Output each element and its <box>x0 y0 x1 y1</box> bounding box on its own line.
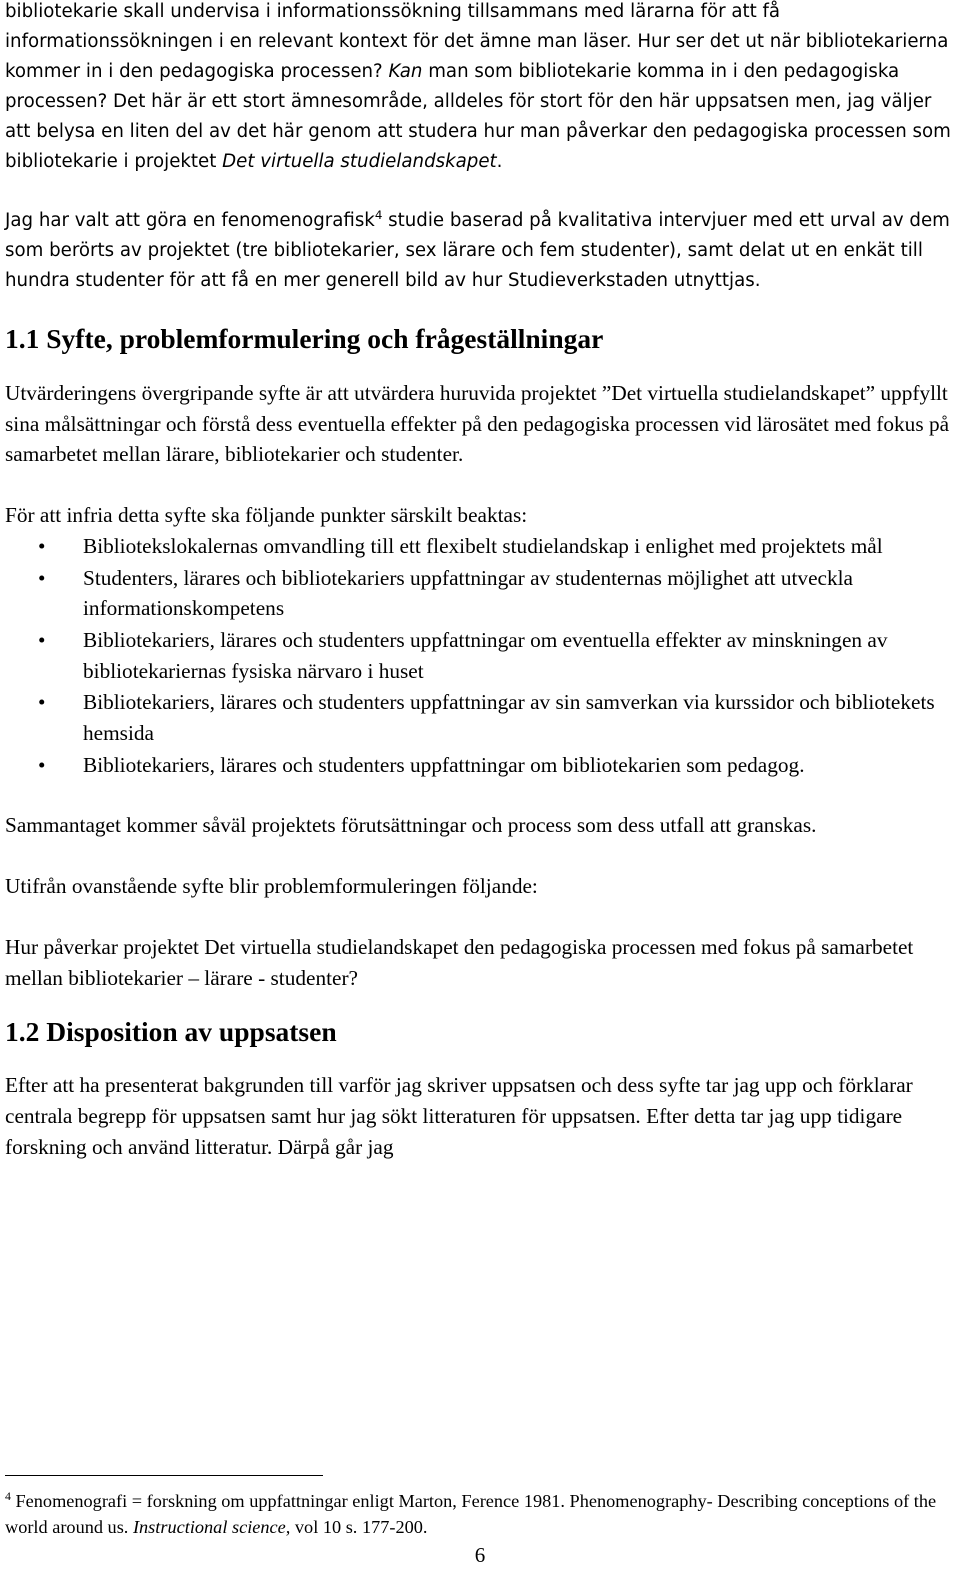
bullet-icon: • <box>38 752 46 777</box>
method-paragraph <box>5 206 955 296</box>
document-page <box>5 0 955 1162</box>
list-item-text: Bibliotekariers, lärares och studenters uppfattningar om bibliotekarien som pedagog. <box>83 752 805 777</box>
footnote-journal: Instructional science, <box>132 1517 291 1537</box>
summary-paragraph: Sammantaget kommer såväl projektets förutsättningar och process som dess utfall att granskas. <box>5 813 817 838</box>
page-number: 6 <box>474 1543 486 1567</box>
list-item <box>5 750 955 781</box>
footnote-text: Fenomenografi = forskning om uppfattningar enligt Marton, Ference 1981. Phenomenography- Describing conceptions of the world around us. <box>5 1491 937 1537</box>
method-text-2: studie baserad på kvalitativa intervjuer med ett urval av dem som berörts av projektet (tre bibliotekarier, sex lärare och fem studenter), samt delat ut en enkät till hundra studenter för att få en mer generell bild av hur Studieverkstaden utnyttjas. <box>5 210 950 291</box>
project-name-emphasis: Det virtuella studielandskapet <box>222 151 497 172</box>
footnote-reference: 4 <box>374 207 383 222</box>
footnote <box>5 1488 955 1540</box>
intro-text-end: . <box>496 151 503 172</box>
list-item-text: Bibliotekslokalernas omvandling till ett flexibelt studielandskap i enlighet med projektets mål <box>83 533 883 558</box>
footnote-number: 4 <box>5 1488 11 1503</box>
footnote-divider <box>5 1475 323 1476</box>
list-item <box>5 531 955 562</box>
focus-points-list <box>5 531 955 781</box>
list-item <box>5 563 955 624</box>
intro-paragraph <box>5 0 955 177</box>
list-item <box>5 687 955 748</box>
list-item-text: Bibliotekariers, lärares och studenters uppfattningar om eventuella effekter av minskningen av bibliotekariernas fysiska närvaro i huset <box>83 627 888 683</box>
method-text-1: Jag har valt att göra en fenomenografisk <box>5 210 375 231</box>
bullet-icon: • <box>38 627 46 652</box>
intro-text-2: man som bibliotekarie komma in i den pedagogiska processen? Det här är ett stort ämnesområde, alldeles för stort för den här uppsatsen men, jag väljer att belysa en liten del av det här genom att studera hur man påverkar den pedagogiska processen som bibliotekarie i projektet <box>5 61 951 172</box>
bullet-icon: • <box>38 533 46 558</box>
list-item <box>5 625 955 686</box>
disposition-paragraph: Efter att ha presenterat bakgrunden till varför jag skriver uppsatsen och dess syfte tar jag upp och förklarar centrala begrepp för uppsatsen samt hur jag sökt litteraturen för uppsatsen. Efter detta tar jag upp tidigare forskning och använd litteratur. Därpå går jag <box>5 1073 913 1159</box>
section-heading-syfte: 1.1 Syfte, problemformulering och frågeställningar <box>5 323 604 354</box>
list-item-text: Studenters, lärares och bibliotekariers uppfattningar av studenternas möjlighet att utveckla informationskompetens <box>83 565 853 621</box>
bullet-icon: • <box>38 690 46 715</box>
problem-intro: Utifrån ovanstående syfte blir problemformuleringen följande: <box>5 874 538 899</box>
intro-emphasis-kan: Kan <box>388 61 423 82</box>
intro-text-1: bibliotekarie skall undervisa i informationssökning tillsammans med lärarna för att få informationssökningen i en relevant kontext för det ämne man läser. Hur ser det ut när bibliotekarierna kommer in i den pedagogiska processen? <box>5 1 949 82</box>
problem-statement: Hur påverkar projektet Det virtuella studielandskapet den pedagogiska processen med fokus på samarbetet mellan bibliotekarier – lärare - studenter? <box>5 934 914 990</box>
points-intro: För att infria detta syfte ska följande punkter särskilt beaktas: <box>5 503 528 528</box>
footnote-tail: vol 10 s. 177-200. <box>290 1517 428 1537</box>
bullet-icon: • <box>38 565 46 590</box>
purpose-paragraph: Utvärderingens övergripande syfte är att utvärdera huruvida projektet ”Det virtuella studielandskapet” uppfyllt sina målsättningar och förstå dess eventuella effekter på den pedagogiska processen vid lärosätet med fokus på samarbetet mellan lärare, bibliotekarier och studenter. <box>5 381 950 467</box>
section-heading-disposition: 1.2 Disposition av uppsatsen <box>5 1016 337 1048</box>
list-item-text: Bibliotekariers, lärares och studenters uppfattningar av sin samverkan via kurssidor och bibliotekets hemsida <box>83 690 935 746</box>
